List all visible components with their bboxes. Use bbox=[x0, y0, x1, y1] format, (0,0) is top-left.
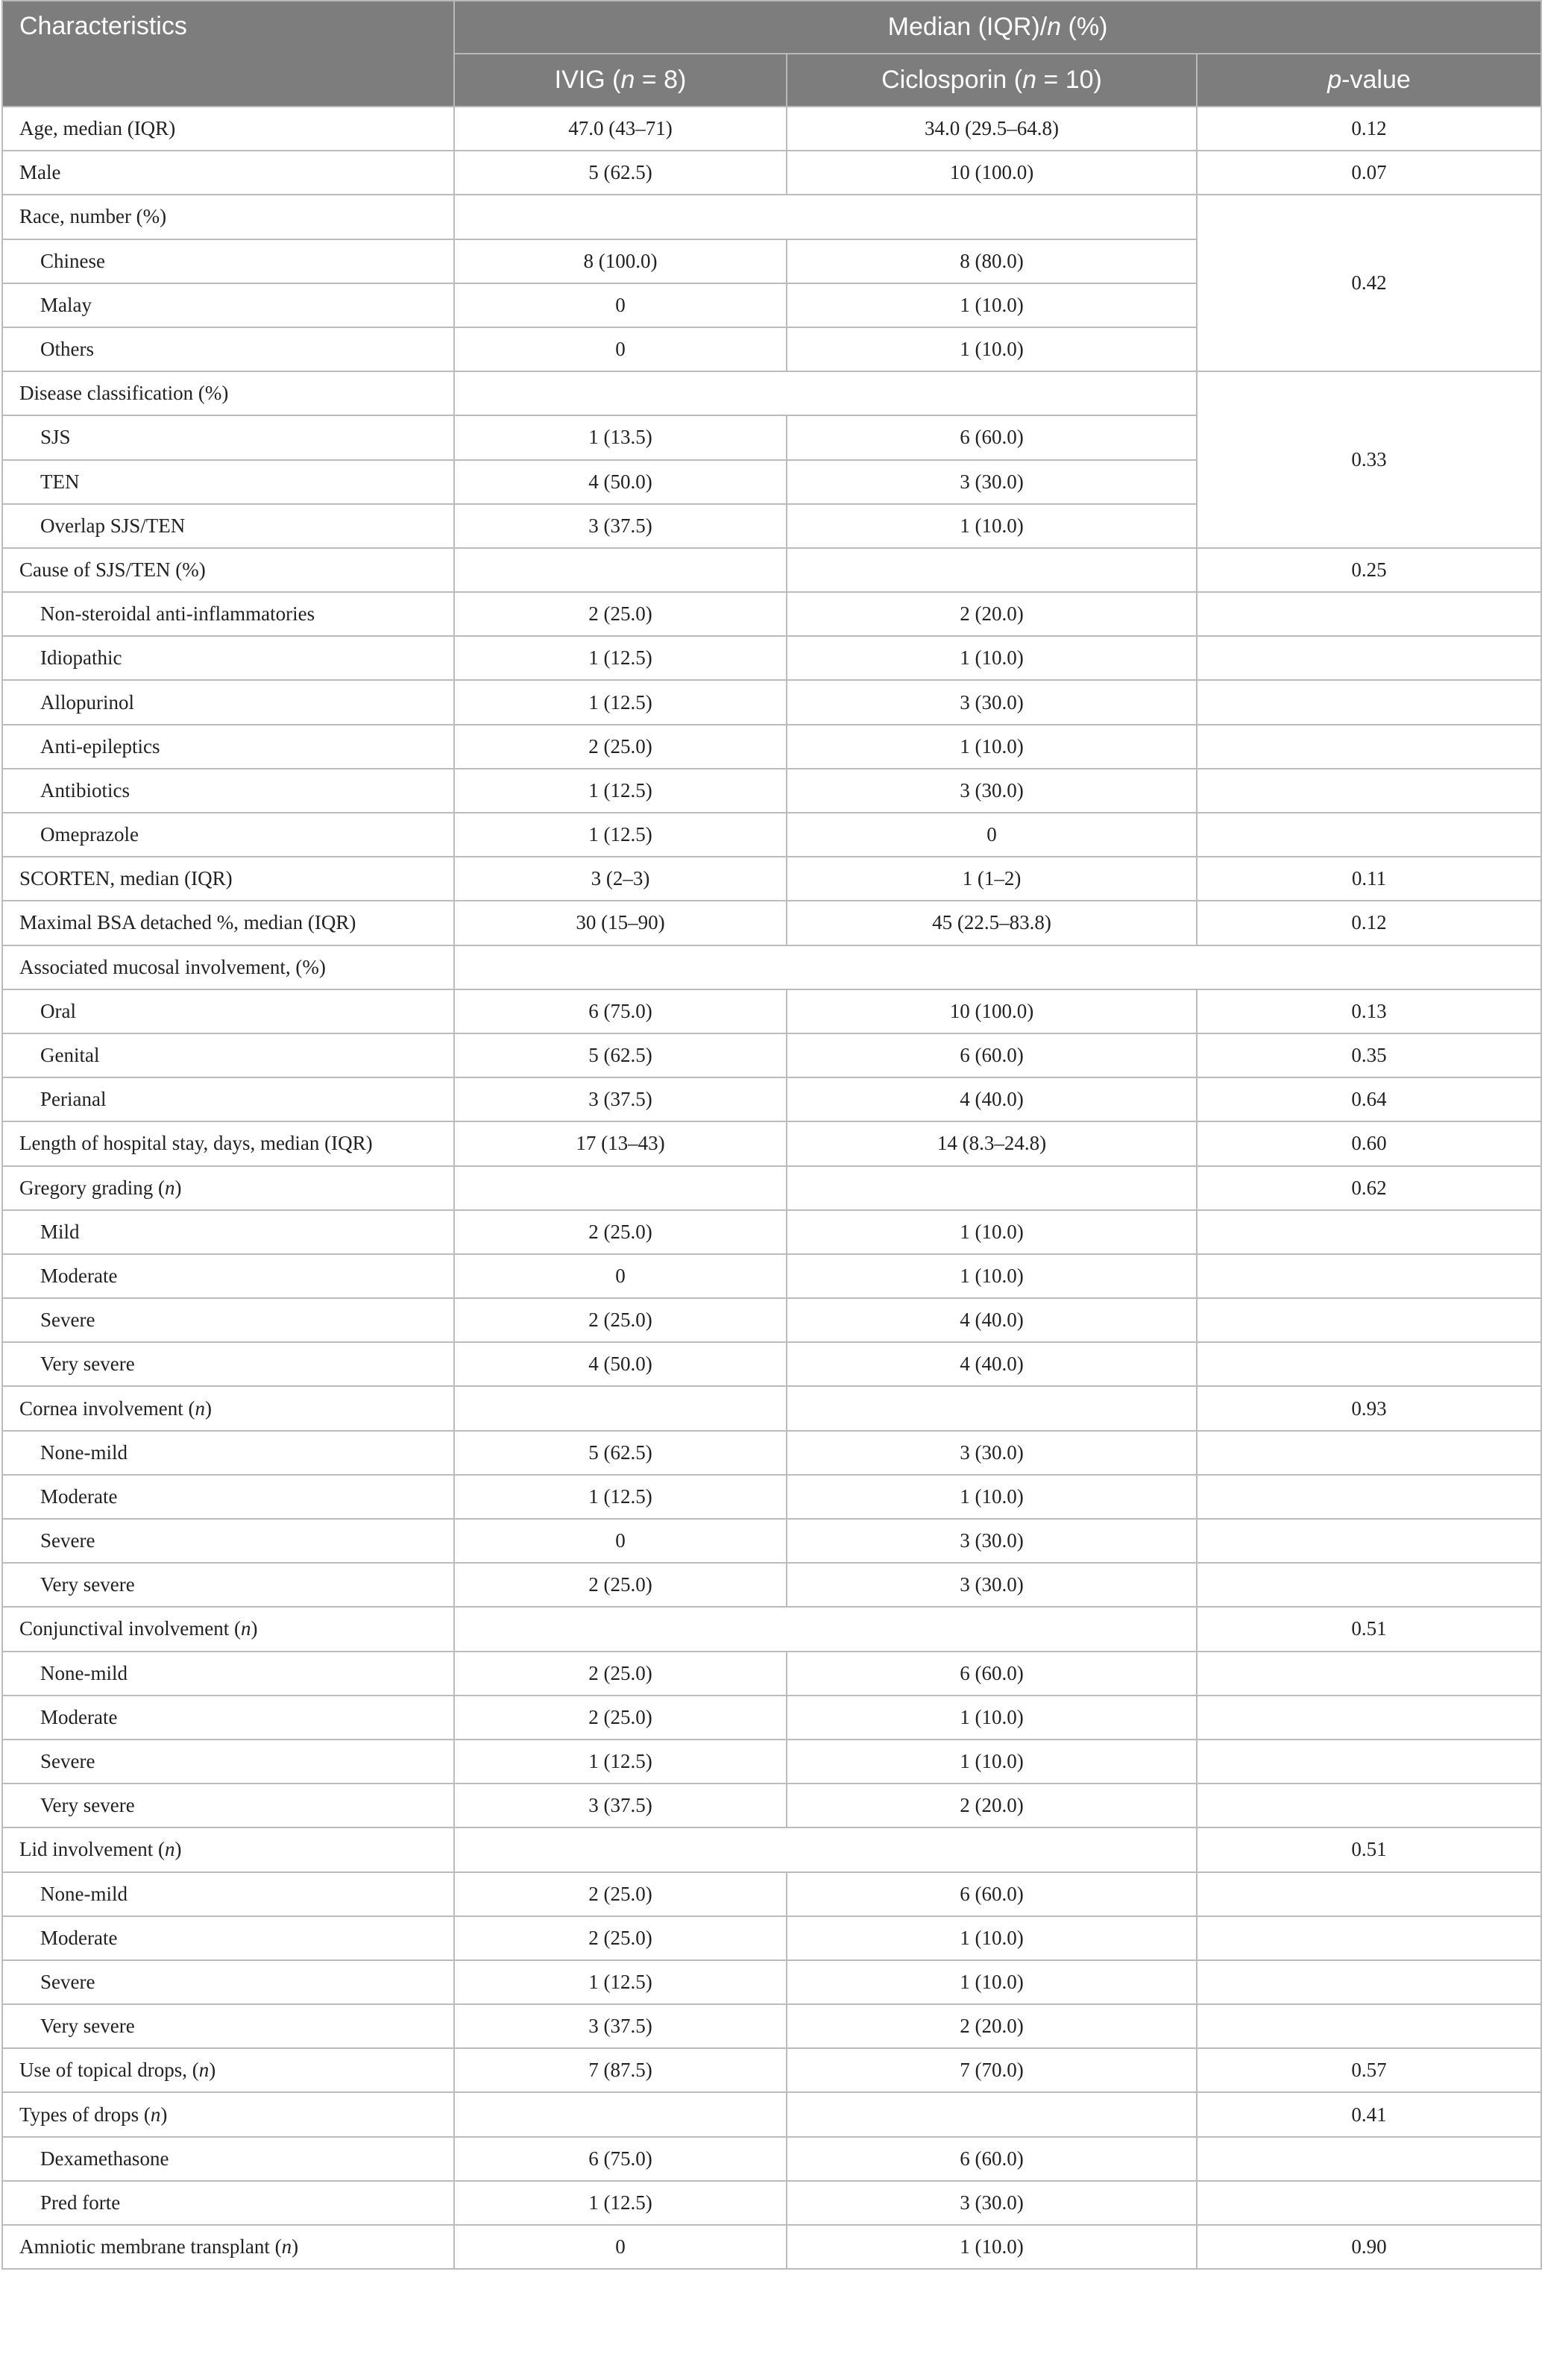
table-row bbox=[2, 680, 1541, 724]
empty-cell bbox=[1197, 2004, 1541, 2048]
table-row bbox=[2, 1077, 1541, 1121]
row-label: Cause of SJS/TEN (%) bbox=[2, 548, 454, 592]
label-n: n bbox=[198, 2059, 210, 2082]
empty-cell bbox=[454, 1166, 787, 1210]
row-label: Dexamethasone bbox=[2, 2137, 454, 2181]
ivig-value: 1 (13.5) bbox=[454, 415, 787, 459]
row-label: Very severe bbox=[2, 1563, 454, 1607]
row-label: Moderate bbox=[2, 1254, 454, 1298]
label-text: Cornea involvement ( bbox=[19, 1397, 195, 1420]
table-row bbox=[2, 1652, 1541, 1696]
empty-cell bbox=[1197, 813, 1541, 857]
table-row bbox=[2, 1166, 1541, 1210]
empty-cell bbox=[454, 2092, 787, 2136]
label-text: Lid involvement ( bbox=[19, 1838, 165, 1861]
ivig-value: 2 (25.0) bbox=[454, 1916, 787, 1960]
empty-cell bbox=[1197, 680, 1541, 724]
empty-cell bbox=[1197, 636, 1541, 680]
p-value: 0.41 bbox=[1197, 2092, 1541, 2136]
ivig-value: 3 (37.5) bbox=[454, 1077, 787, 1121]
table-row bbox=[2, 2004, 1541, 2048]
empty-cell bbox=[1197, 1563, 1541, 1607]
table-row bbox=[2, 371, 1541, 415]
row-label bbox=[2, 2092, 454, 2136]
ciclosporin-value: 3 (30.0) bbox=[787, 1563, 1197, 1607]
ciclosporin-value: 45 (22.5–83.8) bbox=[787, 901, 1197, 945]
ivig-value: 0 bbox=[454, 2225, 787, 2269]
empty-cell bbox=[1197, 1298, 1541, 1342]
empty-cell bbox=[1197, 1475, 1541, 1519]
table-row bbox=[2, 107, 1541, 151]
row-label: Omeprazole bbox=[2, 813, 454, 857]
row-label: Oral bbox=[2, 989, 454, 1033]
empty-cell bbox=[1197, 1254, 1541, 1298]
table-row bbox=[2, 151, 1541, 195]
empty-cell bbox=[454, 1828, 1197, 1871]
table-row bbox=[2, 1519, 1541, 1563]
ivig-value: 8 (100.0) bbox=[454, 239, 787, 283]
table-row bbox=[2, 1784, 1541, 1828]
row-label: Moderate bbox=[2, 1916, 454, 1960]
ivig-value: 1 (12.5) bbox=[454, 680, 787, 724]
ciclosporin-value: 10 (100.0) bbox=[787, 151, 1197, 195]
row-label: Idiopathic bbox=[2, 636, 454, 680]
p-value: 0.35 bbox=[1197, 1033, 1541, 1077]
table-row bbox=[2, 592, 1541, 636]
table-row bbox=[2, 1828, 1541, 1871]
ivig-value: 1 (12.5) bbox=[454, 1960, 787, 2004]
ciclosporin-value: 14 (8.3–24.8) bbox=[787, 1121, 1197, 1165]
table-row bbox=[2, 1431, 1541, 1475]
p-value: 0.51 bbox=[1197, 1607, 1541, 1651]
label-n: n bbox=[150, 2103, 161, 2126]
empty-cell bbox=[787, 1166, 1197, 1210]
ivig-value: 1 (12.5) bbox=[454, 813, 787, 857]
ivig-value: 5 (62.5) bbox=[454, 1033, 787, 1077]
table-row bbox=[2, 1254, 1541, 1298]
cic-b: = 10) bbox=[1036, 66, 1102, 94]
empty-cell bbox=[1197, 725, 1541, 769]
ivig-value: 3 (37.5) bbox=[454, 2004, 787, 2048]
ciclosporin-value: 4 (40.0) bbox=[787, 1342, 1197, 1386]
ciclosporin-value: 1 (10.0) bbox=[787, 636, 1197, 680]
row-label bbox=[2, 2225, 454, 2269]
empty-cell bbox=[787, 2092, 1197, 2136]
ciclosporin-value: 1 (10.0) bbox=[787, 1916, 1197, 1960]
table-row bbox=[2, 636, 1541, 680]
table-row bbox=[2, 1342, 1541, 1386]
label-close: ) bbox=[160, 2103, 168, 2126]
table-row bbox=[2, 1960, 1541, 2004]
empty-cell bbox=[1197, 1519, 1541, 1563]
table-row bbox=[2, 989, 1541, 1033]
table-row bbox=[2, 1916, 1541, 1960]
ciclosporin-value: 1 (10.0) bbox=[787, 1696, 1197, 1740]
ciclosporin-value: 2 (20.0) bbox=[787, 592, 1197, 636]
ciclosporin-value: 3 (30.0) bbox=[787, 1431, 1197, 1475]
empty-cell bbox=[454, 945, 1541, 989]
ivig-value: 47.0 (43–71) bbox=[454, 107, 787, 151]
ivig-value: 5 (62.5) bbox=[454, 151, 787, 195]
table-row bbox=[2, 2048, 1541, 2092]
ivig-value: 2 (25.0) bbox=[454, 1696, 787, 1740]
header-characteristics-text: Characteristics bbox=[19, 12, 187, 40]
ciclosporin-value: 2 (20.0) bbox=[787, 2004, 1197, 2048]
row-label: Antibiotics bbox=[2, 769, 454, 813]
row-label: Perianal bbox=[2, 1077, 454, 1121]
ciclosporin-value: 3 (30.0) bbox=[787, 2181, 1197, 2225]
p-value: 0.90 bbox=[1197, 2225, 1541, 2269]
ivig-value: 2 (25.0) bbox=[454, 725, 787, 769]
row-label: Length of hospital stay, days, median (IQR) bbox=[2, 1121, 454, 1165]
ciclosporin-value: 4 (40.0) bbox=[787, 1077, 1197, 1121]
ciclosporin-value: 1 (10.0) bbox=[787, 1210, 1197, 1254]
row-label bbox=[2, 1166, 454, 1210]
row-label bbox=[2, 1828, 454, 1871]
row-label: TEN bbox=[2, 460, 454, 504]
p-value: 0.62 bbox=[1197, 1166, 1541, 1210]
label-n: n bbox=[195, 1397, 205, 1420]
empty-cell bbox=[1197, 1916, 1541, 1960]
p-value: 0.51 bbox=[1197, 1828, 1541, 1871]
empty-cell bbox=[1197, 1696, 1541, 1740]
ciclosporin-value: 1 (10.0) bbox=[787, 2225, 1197, 2269]
row-label: Severe bbox=[2, 1519, 454, 1563]
row-label: Moderate bbox=[2, 1475, 454, 1519]
ivig-value: 2 (25.0) bbox=[454, 1563, 787, 1607]
ciclosporin-value: 3 (30.0) bbox=[787, 1519, 1197, 1563]
empty-cell bbox=[1197, 2137, 1541, 2181]
ciclosporin-value: 1 (10.0) bbox=[787, 725, 1197, 769]
table-row bbox=[2, 1298, 1541, 1342]
p-value: 0.42 bbox=[1197, 195, 1541, 371]
ciclosporin-value: 2 (20.0) bbox=[787, 1784, 1197, 1828]
table-row bbox=[2, 725, 1541, 769]
table-row bbox=[2, 769, 1541, 813]
label-close: ) bbox=[174, 1838, 182, 1861]
ivig-value: 2 (25.0) bbox=[454, 1872, 787, 1916]
table-row bbox=[2, 901, 1541, 945]
pval-b: -value bbox=[1341, 66, 1411, 94]
table-row bbox=[2, 2181, 1541, 2225]
empty-cell bbox=[454, 195, 1197, 239]
ivig-value: 0 bbox=[454, 1254, 787, 1298]
label-text: Use of topical drops, ( bbox=[19, 2059, 199, 2082]
table-row bbox=[2, 1475, 1541, 1519]
table-row bbox=[2, 1033, 1541, 1077]
ivig-value: 2 (25.0) bbox=[454, 1210, 787, 1254]
ciclosporin-value: 1 (10.0) bbox=[787, 1740, 1197, 1784]
table-row bbox=[2, 1696, 1541, 1740]
empty-cell bbox=[454, 1607, 1197, 1651]
empty-cell bbox=[1197, 1784, 1541, 1828]
row-label: Allopurinol bbox=[2, 680, 454, 724]
ivig-value: 3 (2–3) bbox=[454, 857, 787, 901]
label-close: ) bbox=[174, 1176, 182, 1199]
ciclosporin-value: 6 (60.0) bbox=[787, 1033, 1197, 1077]
ivig-value: 3 (37.5) bbox=[454, 1784, 787, 1828]
ciclosporin-value: 10 (100.0) bbox=[787, 989, 1197, 1033]
table-row bbox=[2, 2137, 1541, 2181]
table-row bbox=[2, 1210, 1541, 1254]
ciclosporin-value: 6 (60.0) bbox=[787, 1872, 1197, 1916]
ivig-value: 4 (50.0) bbox=[454, 1342, 787, 1386]
group-title-b: (%) bbox=[1061, 13, 1108, 41]
row-label: None-mild bbox=[2, 1431, 454, 1475]
ivig-value: 1 (12.5) bbox=[454, 636, 787, 680]
table-row bbox=[2, 195, 1541, 239]
row-label: Severe bbox=[2, 1960, 454, 2004]
row-label: None-mild bbox=[2, 1652, 454, 1696]
row-label: Overlap SJS/TEN bbox=[2, 504, 454, 548]
p-value: 0.11 bbox=[1197, 857, 1541, 901]
cic-n: n bbox=[1022, 66, 1036, 94]
header-characteristics bbox=[2, 1, 454, 107]
empty-cell bbox=[787, 548, 1197, 592]
group-title-n: n bbox=[1047, 13, 1062, 41]
empty-cell bbox=[1197, 1431, 1541, 1475]
row-label: SJS bbox=[2, 415, 454, 459]
p-value: 0.60 bbox=[1197, 1121, 1541, 1165]
row-label bbox=[2, 1386, 454, 1430]
table-row bbox=[2, 1121, 1541, 1165]
group-title-a: Median (IQR)/ bbox=[887, 13, 1048, 41]
row-label: Very severe bbox=[2, 2004, 454, 2048]
ciclosporin-value: 1 (10.0) bbox=[787, 1254, 1197, 1298]
ivig-value: 5 (62.5) bbox=[454, 1431, 787, 1475]
table-row bbox=[2, 857, 1541, 901]
empty-cell bbox=[454, 548, 787, 592]
ivig-value: 1 (12.5) bbox=[454, 769, 787, 813]
ivig-n: n bbox=[620, 66, 635, 94]
ciclosporin-value: 8 (80.0) bbox=[787, 239, 1197, 283]
ivig-value: 7 (87.5) bbox=[454, 2048, 787, 2092]
header-p-value bbox=[1197, 54, 1541, 107]
ivig-value: 2 (25.0) bbox=[454, 1652, 787, 1696]
table-row bbox=[2, 2092, 1541, 2136]
ivig-value: 4 (50.0) bbox=[454, 460, 787, 504]
label-text: Types of drops ( bbox=[19, 2103, 151, 2126]
label-n: n bbox=[164, 1176, 175, 1199]
ivig-a: IVIG ( bbox=[554, 66, 621, 94]
header-ciclosporin bbox=[787, 54, 1197, 107]
label-n: n bbox=[240, 1617, 251, 1640]
empty-cell bbox=[454, 371, 1197, 415]
row-label: None-mild bbox=[2, 1872, 454, 1916]
ivig-b: = 8) bbox=[635, 66, 687, 94]
ciclosporin-value: 4 (40.0) bbox=[787, 1298, 1197, 1342]
label-close: ) bbox=[251, 1617, 258, 1640]
p-value: 0.93 bbox=[1197, 1386, 1541, 1430]
p-value: 0.57 bbox=[1197, 2048, 1541, 2092]
p-value: 0.07 bbox=[1197, 151, 1541, 195]
label-n: n bbox=[164, 1838, 175, 1861]
label-close: ) bbox=[209, 2059, 216, 2082]
table-row bbox=[2, 1563, 1541, 1607]
empty-cell bbox=[1197, 1872, 1541, 1916]
ivig-value: 0 bbox=[454, 327, 787, 371]
empty-cell bbox=[1197, 1960, 1541, 2004]
label-text: Gregory grading ( bbox=[19, 1176, 165, 1199]
row-label: Non-steroidal anti-inflammatories bbox=[2, 592, 454, 636]
header-row-1 bbox=[2, 1, 1541, 54]
p-value: 0.64 bbox=[1197, 1077, 1541, 1121]
ivig-value: 1 (12.5) bbox=[454, 1475, 787, 1519]
ivig-value: 1 (12.5) bbox=[454, 2181, 787, 2225]
label-text: Amniotic membrane transplant ( bbox=[19, 2235, 282, 2258]
label-close: ) bbox=[292, 2235, 299, 2258]
ciclosporin-value: 1 (1–2) bbox=[787, 857, 1197, 901]
ciclosporin-value: 34.0 (29.5–64.8) bbox=[787, 107, 1197, 151]
row-label: Mild bbox=[2, 1210, 454, 1254]
ciclosporin-value: 1 (10.0) bbox=[787, 1960, 1197, 2004]
ivig-value: 6 (75.0) bbox=[454, 989, 787, 1033]
ivig-value: 1 (12.5) bbox=[454, 1740, 787, 1784]
row-label: Pred forte bbox=[2, 2181, 454, 2225]
table-row bbox=[2, 813, 1541, 857]
header-group-title bbox=[454, 1, 1541, 54]
table-row bbox=[2, 1872, 1541, 1916]
table-row bbox=[2, 945, 1541, 989]
row-label: Very severe bbox=[2, 1342, 454, 1386]
row-label: Moderate bbox=[2, 1696, 454, 1740]
row-label: SCORTEN, median (IQR) bbox=[2, 857, 454, 901]
header-ivig bbox=[454, 54, 787, 107]
ciclosporin-value: 0 bbox=[787, 813, 1197, 857]
empty-cell bbox=[1197, 1652, 1541, 1696]
table-row bbox=[2, 548, 1541, 592]
ivig-value: 2 (25.0) bbox=[454, 592, 787, 636]
pval-p: p bbox=[1327, 66, 1342, 94]
table-row bbox=[2, 2225, 1541, 2269]
empty-cell bbox=[454, 1386, 787, 1430]
empty-cell bbox=[1197, 1210, 1541, 1254]
row-label: Race, number (%) bbox=[2, 195, 454, 239]
row-label: Genital bbox=[2, 1033, 454, 1077]
ciclosporin-value: 1 (10.0) bbox=[787, 283, 1197, 327]
row-label: Malay bbox=[2, 283, 454, 327]
p-value: 0.13 bbox=[1197, 989, 1541, 1033]
row-label: Age, median (IQR) bbox=[2, 107, 454, 151]
label-text: Conjunctival involvement ( bbox=[19, 1617, 241, 1640]
empty-cell bbox=[1197, 592, 1541, 636]
table-row bbox=[2, 1386, 1541, 1430]
ciclosporin-value: 6 (60.0) bbox=[787, 1652, 1197, 1696]
ciclosporin-value: 1 (10.0) bbox=[787, 504, 1197, 548]
ciclosporin-value: 1 (10.0) bbox=[787, 327, 1197, 371]
p-value: 0.25 bbox=[1197, 548, 1541, 592]
p-value: 0.12 bbox=[1197, 901, 1541, 945]
ivig-value: 30 (15–90) bbox=[454, 901, 787, 945]
ivig-value: 0 bbox=[454, 1519, 787, 1563]
table-row bbox=[2, 1607, 1541, 1651]
row-label: Anti-epileptics bbox=[2, 725, 454, 769]
ivig-value: 17 (13–43) bbox=[454, 1121, 787, 1165]
ciclosporin-value: 3 (30.0) bbox=[787, 769, 1197, 813]
row-label bbox=[2, 1607, 454, 1651]
table-row bbox=[2, 1740, 1541, 1784]
row-label: Severe bbox=[2, 1740, 454, 1784]
ciclosporin-value: 6 (60.0) bbox=[787, 2137, 1197, 2181]
empty-cell bbox=[1197, 769, 1541, 813]
cic-a: Ciclosporin ( bbox=[881, 66, 1023, 94]
ciclosporin-value: 3 (30.0) bbox=[787, 460, 1197, 504]
empty-cell bbox=[1197, 2181, 1541, 2225]
ciclosporin-value: 6 (60.0) bbox=[787, 415, 1197, 459]
row-label: Very severe bbox=[2, 1784, 454, 1828]
ivig-value: 3 (37.5) bbox=[454, 504, 787, 548]
row-label: Associated mucosal involvement, (%) bbox=[2, 945, 454, 989]
row-label: Others bbox=[2, 327, 454, 371]
empty-cell bbox=[787, 1386, 1197, 1430]
ivig-value: 2 (25.0) bbox=[454, 1298, 787, 1342]
row-label: Severe bbox=[2, 1298, 454, 1342]
label-close: ) bbox=[204, 1397, 212, 1420]
ciclosporin-value: 1 (10.0) bbox=[787, 1475, 1197, 1519]
row-label bbox=[2, 2048, 454, 2092]
row-label: Maximal BSA detached %, median (IQR) bbox=[2, 901, 454, 945]
ciclosporin-value: 7 (70.0) bbox=[787, 2048, 1197, 2092]
p-value: 0.33 bbox=[1197, 371, 1541, 548]
characteristics-table bbox=[1, 0, 1542, 2270]
label-n: n bbox=[281, 2235, 292, 2258]
p-value: 0.12 bbox=[1197, 107, 1541, 151]
row-label: Chinese bbox=[2, 239, 454, 283]
row-label: Male bbox=[2, 151, 454, 195]
ivig-value: 6 (75.0) bbox=[454, 2137, 787, 2181]
ivig-value: 0 bbox=[454, 283, 787, 327]
empty-cell bbox=[1197, 1740, 1541, 1784]
ciclosporin-value: 3 (30.0) bbox=[787, 680, 1197, 724]
row-label: Disease classification (%) bbox=[2, 371, 454, 415]
empty-cell bbox=[1197, 1342, 1541, 1386]
